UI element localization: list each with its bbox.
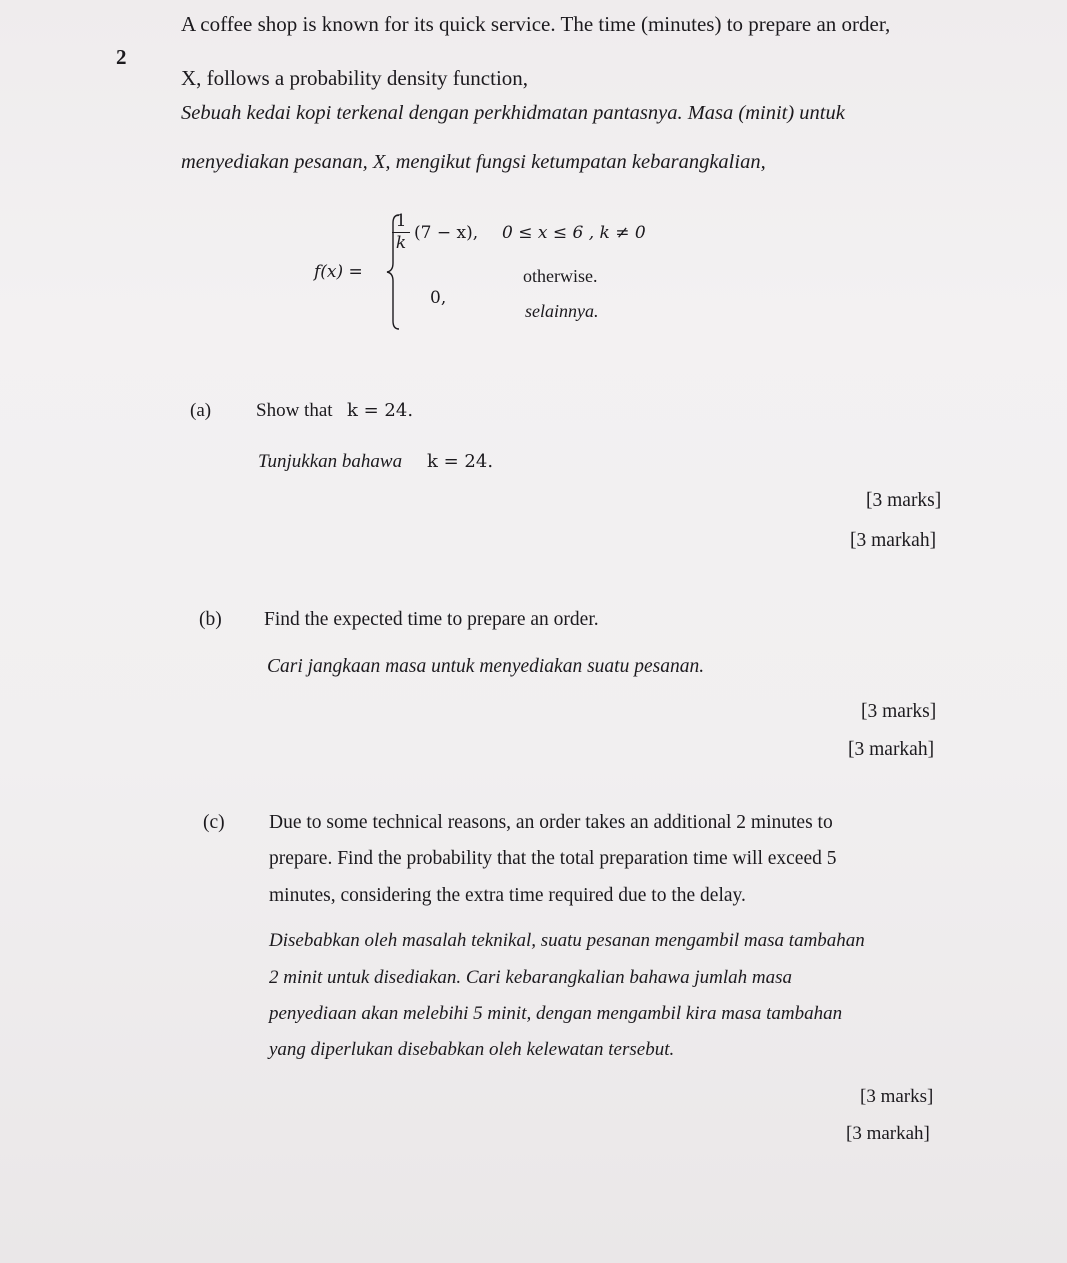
part-c-marks-en: [3 marks] bbox=[860, 1086, 934, 1107]
pdf-frac-denominator: k bbox=[395, 233, 407, 253]
part-b-marks-en: [3 marks] bbox=[861, 701, 937, 722]
part-c-text-ms-line1: Disebabkan oleh masalah teknikal, suatu pesanan mengambil masa tambahan bbox=[269, 930, 865, 951]
part-c-text-ms-line4: yang diperlukan disebabkan oleh kelewatan tersebut. bbox=[269, 1039, 675, 1060]
pdf-case2-condition-ms: selainnya. bbox=[525, 301, 599, 321]
pdf-case1-condition: 0 ≤ x ≤ 6 , k ≠ 0 bbox=[502, 223, 646, 243]
intro-ms-line2: menyediakan pesanan, X, mengikut fungsi ketumpatan kebarangkalian, bbox=[181, 151, 766, 173]
part-a-label: (a) bbox=[190, 400, 212, 421]
part-a-text-ms: Tunjukkan bahawa bbox=[258, 451, 403, 472]
part-c-text-en-line3: minutes, considering the extra time required due to the delay. bbox=[269, 885, 746, 906]
part-a-marks-ms: [3 markah] bbox=[850, 530, 937, 551]
part-a-equation-en: k = 24. bbox=[347, 400, 414, 421]
part-c-text-en-line2: prepare. Find the probability that the total preparation time will exceed 5 bbox=[269, 848, 837, 869]
pdf-case2-expression: 0, bbox=[430, 288, 447, 308]
pdf-case2-condition-en: otherwise. bbox=[523, 266, 598, 286]
intro-ms-line1: Sebuah kedai kopi terkenal dengan perkhidmatan pantasnya. Masa (minit) untuk bbox=[181, 102, 845, 124]
pdf-lhs: f(x) = bbox=[314, 262, 363, 282]
part-c-text-ms-line2: 2 minit untuk disediakan. Cari kebarangkalian bahawa jumlah masa bbox=[269, 967, 793, 988]
part-a-equation-ms: k = 24. bbox=[427, 451, 494, 472]
part-c-marks-ms: [3 markah] bbox=[846, 1123, 930, 1144]
part-b-text-ms: Cari jangkaan masa untuk menyediakan suatu pesanan. bbox=[267, 656, 705, 677]
question-number: 2 bbox=[116, 45, 127, 69]
pdf-frac-numerator: 1 bbox=[395, 211, 407, 231]
part-b-text-en: Find the expected time to prepare an order. bbox=[264, 609, 599, 630]
part-a-marks-en: [3 marks] bbox=[866, 490, 942, 511]
part-c-label: (c) bbox=[203, 812, 225, 833]
part-a-text-en: Show that bbox=[256, 400, 333, 421]
part-c-text-ms-line3: penyediaan akan melebihi 5 minit, dengan mengambil kira masa tambahan bbox=[269, 1003, 843, 1024]
part-c-text-en-line1: Due to some technical reasons, an order takes an additional 2 minutes to bbox=[269, 812, 833, 833]
pdf-fraction bbox=[392, 212, 410, 253]
intro-en-line1: A coffee shop is known for its quick service. The time (minutes) to prepare an order, bbox=[181, 12, 891, 36]
part-b-marks-ms: [3 markah] bbox=[848, 739, 935, 760]
intro-en-line2: X, follows a probability density function, bbox=[181, 66, 529, 90]
part-b-label: (b) bbox=[199, 609, 222, 630]
pdf-case1-expression: (7 − x), bbox=[414, 223, 479, 243]
